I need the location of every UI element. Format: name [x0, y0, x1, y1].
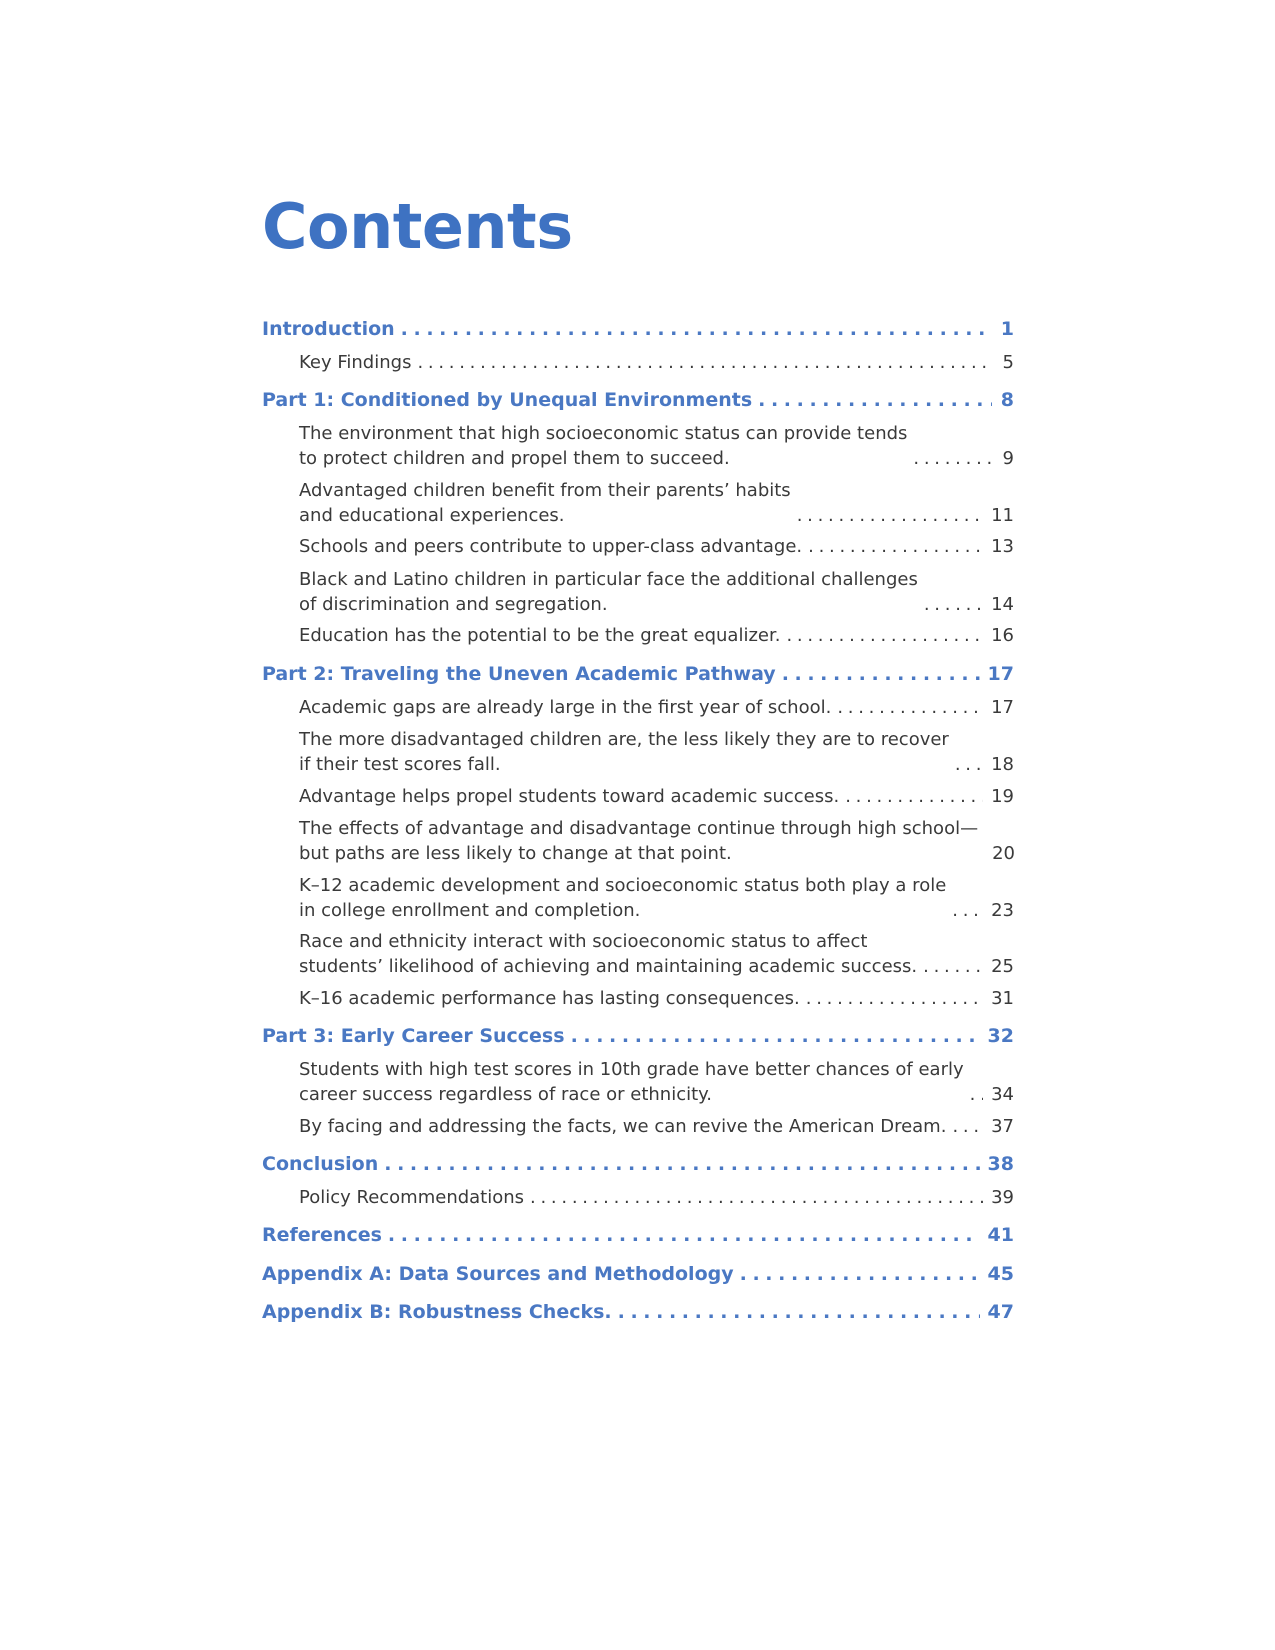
toc-entry-title — [299, 421, 907, 471]
toc-entry-title — [299, 784, 839, 809]
toc-section-entry[interactable] — [262, 662, 1014, 687]
toc-entry-title — [262, 388, 752, 413]
toc-entry-title-line: Appendix A: Data Sources and Methodology — [262, 1263, 734, 1285]
dot-leader — [970, 1082, 983, 1107]
toc-subsection-entry[interactable] — [299, 784, 1014, 809]
toc-page-number: 5 — [1002, 352, 1014, 373]
toc-entry-title — [262, 1300, 612, 1325]
toc-entry-title-line: Race and ethnicity interact with socioeconomic status to affect — [299, 931, 868, 952]
toc-subsection-entry[interactable] — [299, 1057, 1014, 1107]
toc-entry-title-line: Black and Latino children in particular face the additional challenges — [299, 569, 918, 590]
toc-subsection-entry[interactable] — [299, 986, 1014, 1011]
dot-leader — [417, 350, 992, 375]
toc-page-number: 31 — [991, 988, 1014, 1009]
toc-subsection-entry[interactable] — [299, 1114, 1014, 1139]
toc-entry-title-line: if their test scores fall. — [299, 754, 501, 775]
toc-page-number: 41 — [987, 1224, 1014, 1246]
toc-entry-title-line: and educational experiences. — [299, 505, 565, 526]
toc-entry-title — [262, 1152, 378, 1177]
toc-entry-title — [299, 350, 411, 375]
toc-section-entry[interactable] — [262, 388, 1014, 413]
dot-leader — [923, 954, 983, 979]
toc-entry-title — [299, 929, 917, 979]
toc-entry-title-line: Advantage helps propel students toward academic success. — [299, 786, 840, 807]
toc-page-number: 9 — [1002, 448, 1014, 469]
toc-entry-title-line: Appendix B: Robustness Checks. — [262, 1301, 612, 1323]
dot-leader — [806, 986, 983, 1011]
toc-entry-title-line: but paths are less likely to change at that point. — [299, 843, 732, 864]
toc-entry-title-line: References — [262, 1224, 382, 1246]
dot-leader — [952, 898, 983, 923]
toc-entry-title-line: Academic gaps are already large in the first year of school. — [299, 697, 832, 718]
toc-page-number: 19 — [991, 786, 1014, 807]
toc-entry-title-line: Advantaged children benefit from their parents’ habits — [299, 480, 791, 501]
toc-page-number: 14 — [991, 594, 1014, 615]
toc-page-number: 17 — [987, 663, 1014, 685]
toc-page-number: 25 — [991, 956, 1014, 977]
toc-section-entry[interactable] — [262, 1152, 1014, 1177]
dot-leader — [740, 1262, 980, 1287]
toc-page-number: 1 — [1000, 318, 1014, 340]
dot-leader — [401, 317, 992, 342]
page-title: Contents — [262, 190, 573, 263]
dot-leader — [955, 752, 983, 777]
toc-subsection-entry[interactable] — [299, 350, 1014, 375]
toc-subsection-entry[interactable] — [299, 478, 1014, 528]
toc-section-entry[interactable] — [262, 1300, 1014, 1325]
toc-subsection-entry[interactable] — [299, 816, 1014, 866]
toc-subsection-entry[interactable] — [299, 929, 1014, 979]
toc-entry-title — [299, 727, 949, 777]
toc-page-number: 47 — [987, 1301, 1014, 1323]
toc-entry-title — [262, 1223, 382, 1248]
toc-entry-title-line: Introduction — [262, 318, 395, 340]
dot-leader — [913, 446, 992, 471]
toc-entry-title-line: K–12 academic development and socioeconomic status both play a role — [299, 875, 947, 896]
toc-entry-title-line: in college enrollment and completion. — [299, 900, 641, 921]
toc-section-entry[interactable] — [262, 1024, 1014, 1049]
toc-entry-title-line: Part 2: Traveling the Uneven Academic Pathway — [262, 663, 776, 685]
toc-entry-title — [299, 1114, 946, 1139]
toc-entry-title-line: to protect children and propel them to succeed. — [299, 448, 730, 469]
toc-entry-title — [299, 1185, 524, 1210]
toc-entry-title-line: By facing and addressing the facts, we can revive the American Dream. — [299, 1116, 947, 1137]
toc-page-number: 16 — [991, 625, 1014, 646]
dot-leader — [952, 1114, 983, 1139]
toc-entry-title-line: Students with high test scores in 10th grade have better chances of early — [299, 1059, 964, 1080]
dot-leader — [924, 592, 983, 617]
toc-entry-title-line: The effects of advantage and disadvantage continue through high school— — [299, 818, 979, 839]
toc-entry-title-line: career success regardless of race or ethnicity. — [299, 1084, 712, 1105]
dot-leader — [571, 1024, 980, 1049]
toc-entry-title-line: Key Findings — [299, 352, 412, 373]
dot-leader — [388, 1223, 980, 1248]
toc-entry-title-line: Education has the potential to be the great equalizer. — [299, 625, 781, 646]
toc-entry-title — [299, 1057, 964, 1107]
toc-page-number: 39 — [991, 1187, 1014, 1208]
toc-entry-title-line: Policy Recommendations — [299, 1187, 525, 1208]
toc-subsection-entry[interactable] — [299, 727, 1014, 777]
toc-subsection-entry[interactable] — [299, 1185, 1014, 1210]
dot-leader — [808, 534, 983, 559]
toc-entry-title — [262, 317, 395, 342]
toc-page-number: 34 — [991, 1084, 1014, 1105]
toc-entry-title — [299, 478, 791, 528]
toc-subsection-entry[interactable] — [299, 695, 1014, 720]
toc-section-entry[interactable] — [262, 1223, 1014, 1248]
toc-page-number: 13 — [991, 536, 1014, 557]
toc-page-number: 20 — [992, 843, 1015, 864]
dot-leader — [837, 695, 983, 720]
toc-entry-title-line: Conclusion — [262, 1153, 379, 1175]
toc-entry-title-line: Part 3: Early Career Success — [262, 1025, 565, 1047]
dot-leader — [786, 623, 983, 648]
toc-entry-title — [299, 816, 978, 866]
toc-entry-title — [299, 534, 802, 559]
toc-page-number: 45 — [987, 1263, 1014, 1285]
toc-entry-title — [299, 873, 946, 923]
toc-entry-title-line: The environment that high socioeconomic status can provide tends — [299, 423, 908, 444]
dot-leader — [530, 1185, 983, 1210]
toc-subsection-entry[interactable] — [299, 421, 1014, 471]
toc-page-number: 37 — [991, 1116, 1014, 1137]
toc-page-number: 17 — [991, 697, 1014, 718]
toc-page-number: 8 — [1000, 389, 1014, 411]
dot-leader — [758, 388, 992, 413]
dot-leader — [618, 1300, 980, 1325]
toc-page-number: 18 — [991, 754, 1014, 775]
toc-entry-title-line: of discrimination and segregation. — [299, 594, 608, 615]
toc-page-number: 32 — [987, 1025, 1014, 1047]
toc-section-entry[interactable] — [262, 317, 1014, 342]
toc-page-number: 11 — [991, 505, 1014, 526]
toc-entry-title-line: The more disadvantaged children are, the less likely they are to recover — [299, 729, 949, 750]
toc-entry-title — [299, 695, 831, 720]
toc-entry-title — [262, 662, 776, 687]
toc-entry-title — [299, 623, 780, 648]
toc-subsection-entry[interactable] — [299, 567, 1014, 617]
toc-entry-title-line: Schools and peers contribute to upper-class advantage. — [299, 536, 803, 557]
toc-entry-title-line: K–16 academic performance has lasting consequences. — [299, 988, 800, 1009]
dot-leader — [384, 1152, 979, 1177]
toc-subsection-entry[interactable] — [299, 534, 1014, 559]
dot-leader — [845, 784, 983, 809]
dot-leader — [797, 503, 983, 528]
toc-entry-title-line: students’ likelihood of achieving and maintaining academic success. — [299, 956, 918, 977]
toc-entry-title — [262, 1024, 565, 1049]
toc-page-number: 23 — [991, 900, 1014, 921]
toc-subsection-entry[interactable] — [299, 623, 1014, 648]
toc-entry-title-line: Part 1: Conditioned by Unequal Environments — [262, 389, 753, 411]
toc-entry-title — [262, 1262, 734, 1287]
toc-entry-title — [299, 986, 800, 1011]
dot-leader — [782, 662, 980, 687]
toc-subsection-entry[interactable] — [299, 873, 1014, 923]
toc-page-number: 38 — [987, 1153, 1014, 1175]
toc-entry-title — [299, 567, 918, 617]
toc-section-entry[interactable] — [262, 1262, 1014, 1287]
